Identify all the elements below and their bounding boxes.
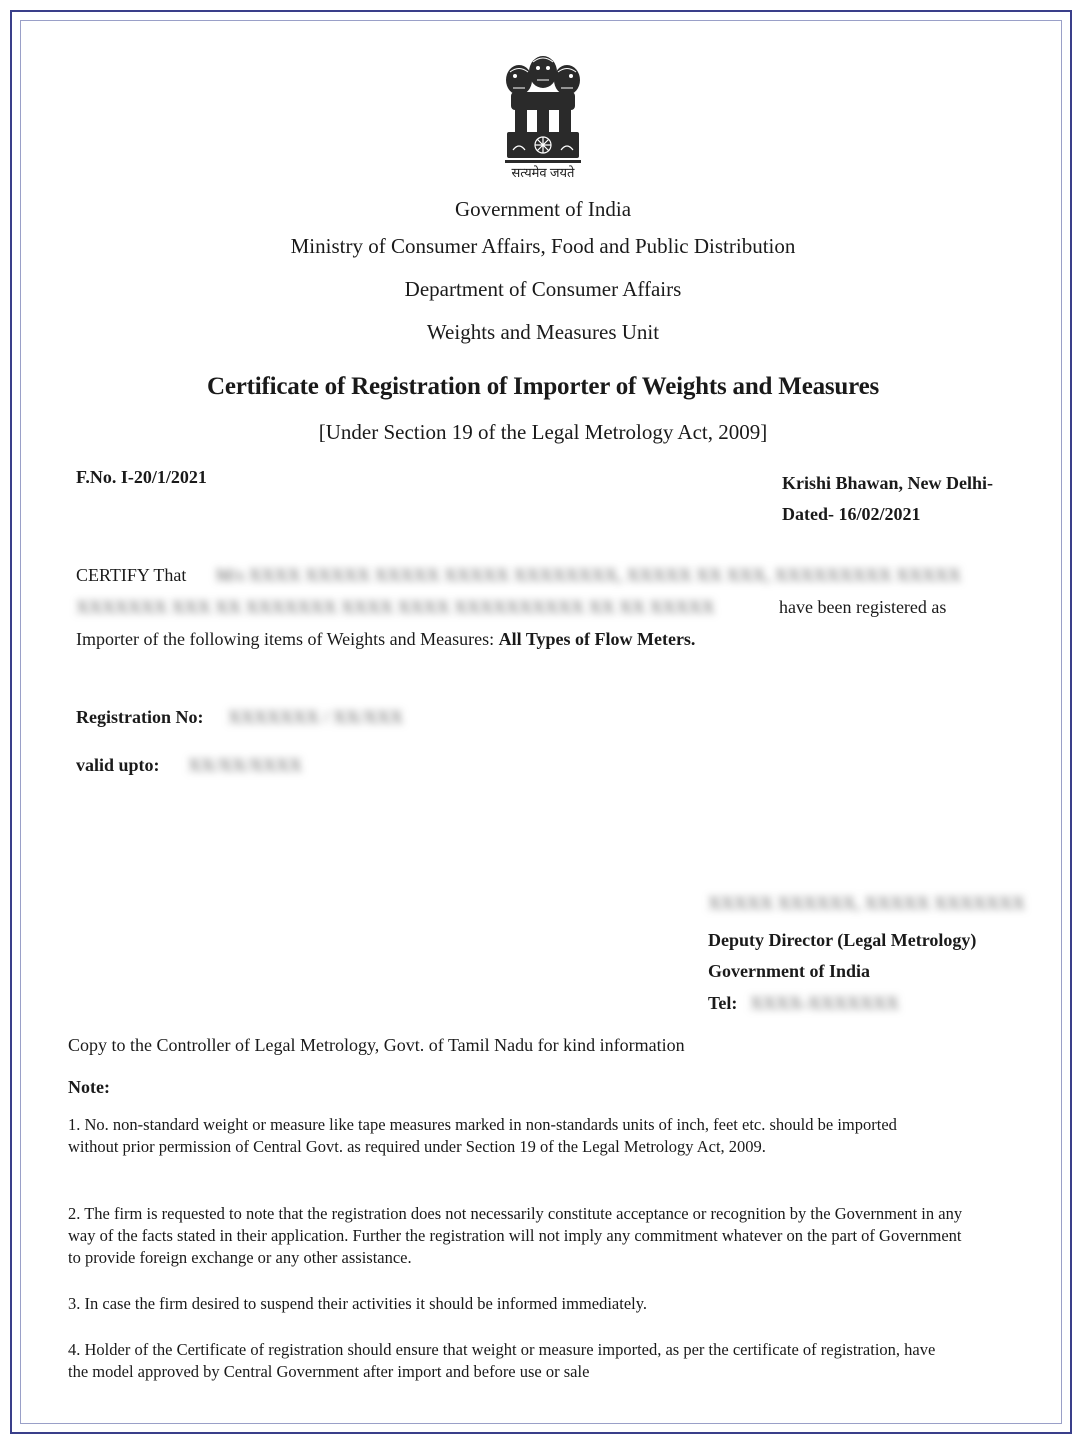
national-emblem-icon xyxy=(497,50,589,168)
certify-lead: CERTIFY That xyxy=(76,565,187,585)
header-government: Government of India xyxy=(454,197,632,221)
redacted-firm-address: XXXXXXX XXX XX XXXXXXX XXXX XXXX XXXXXXXXXX XX XX XXXXX xyxy=(76,597,715,617)
note-item-2: 2. The firm is requested to note that the registration does not necessarily constitute acceptance or recognition by the Government in any way of the facts stated in their application. Further the registration will not imply any commitment whatever on the part of Government to provide foreign exchange or any other assistance. xyxy=(68,1204,963,1267)
certified-items: All Types of Flow Meters. xyxy=(498,629,696,649)
registration-label: Registration No: xyxy=(76,707,204,727)
registration-number-redacted: XXXXXXX / XX/XXX xyxy=(228,707,403,727)
note-label: Note: xyxy=(68,1077,110,1097)
certify-tail: have been registered as xyxy=(779,597,947,617)
certificate-subtitle: [Under Section 19 of the Legal Metrology Act, 2009] xyxy=(318,420,768,444)
issue-place: Krishi Bhawan, New Delhi- xyxy=(782,473,994,493)
valid-upto-redacted: XX/XX/XXXX xyxy=(188,755,302,775)
note-item-4: 4. Holder of the Certificate of registration should ensure that weight or measure imported, as per the certificate of registration, have the model approved by Central Government after import and before use or sale xyxy=(68,1340,936,1381)
header-ministry: Ministry of Consumer Affairs, Food and Public Distribution xyxy=(290,234,796,258)
note-item-1: 1. No. non-standard weight or measure like tape measures marked in non-standards units of inch, feet etc. should be imported without prior permission of Central Govt. as required under Section 19 of the Legal Metrology Act, 2009. xyxy=(68,1115,897,1156)
header-unit: Weights and Measures Unit xyxy=(426,320,660,344)
signatory-name-redacted: XXXXX XXXXXX, XXXXX XXXXXXX xyxy=(708,893,1025,913)
certify-items-lead: Importer of the following items of Weights and Measures: xyxy=(76,629,499,649)
copy-to: Copy to the Controller of Legal Metrology, Govt. of Tamil Nadu for kind information xyxy=(68,1035,685,1055)
signatory-designation: Deputy Director (Legal Metrology) xyxy=(708,930,977,950)
certificate-title: Certificate of Registration of Importer of Weights and Measures xyxy=(207,373,879,400)
emblem-motto: सत्यमेव जयते xyxy=(511,165,575,180)
signatory-tel-label: Tel: xyxy=(708,993,738,1013)
signatory-organisation: Government of India xyxy=(708,961,870,981)
file-number: F.No. I-20/1/2021 xyxy=(76,467,207,487)
note-item-3: 3. In case the firm desired to suspend their activities it should be informed immediately. xyxy=(68,1294,648,1313)
signatory-tel-redacted: XXXX-XXXXXXX xyxy=(750,993,899,1013)
issue-date: Dated- 16/02/2021 xyxy=(782,504,921,524)
header-department: Department of Consumer Affairs xyxy=(404,277,682,301)
valid-upto-label: valid upto: xyxy=(76,755,160,775)
redacted-firm-name: M/s XXXX XXXXX XXXXX XXXXX XXXXXXXX, XXXXX XX XXX, XXXXXXXXX XXXXX xyxy=(216,565,961,585)
